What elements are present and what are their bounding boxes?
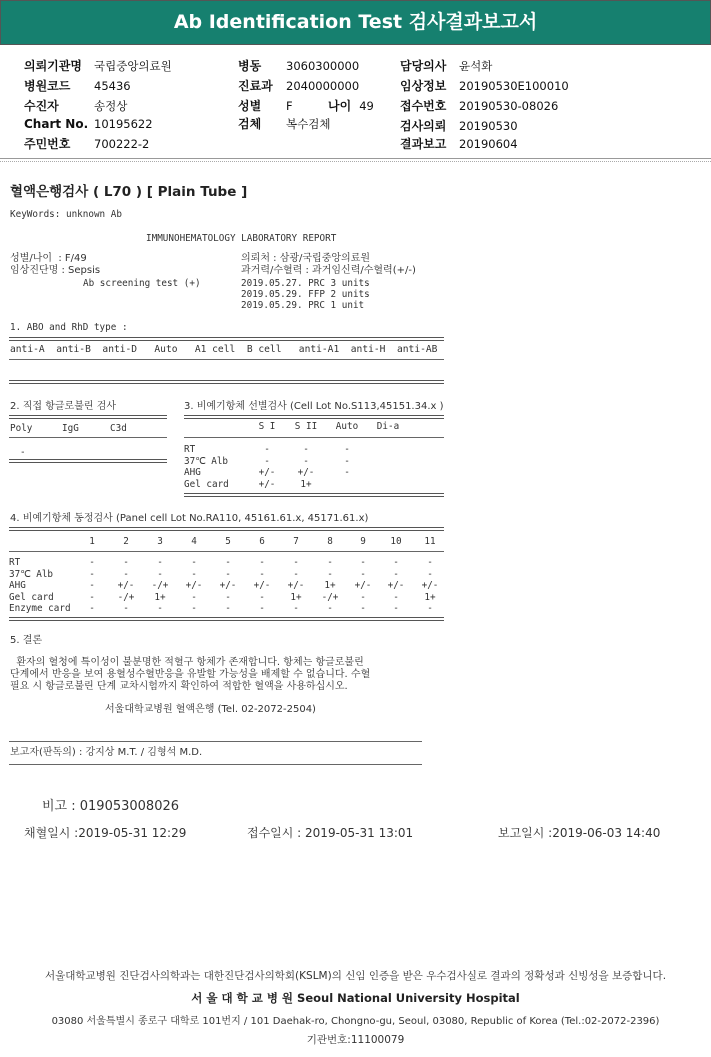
cell: - [344,444,350,455]
ident-header-row [9,536,447,548]
abo-columns: anti-A anti-B anti-D Auto A1 cell B cell anti-A1 anti-H anti-AB [10,344,438,355]
screen-col: Auto [335,421,359,432]
cell: - [293,568,299,580]
table-row [9,580,447,592]
header-label: 수진자 [24,99,59,113]
cell: - [157,568,163,580]
cell: - [191,591,197,603]
cell: - [303,444,309,455]
cell: - [157,557,163,568]
transfusion-3: 2019.05.29. PRC 1 unit [241,300,365,311]
cell: +/- [354,580,372,591]
header-label: 검사의뢰 [400,119,447,133]
cell: - [225,591,231,603]
table-row [184,456,408,468]
cell: - [360,557,366,568]
header-specimen [238,115,330,132]
cell: 1+ [290,591,302,603]
table-row [9,603,447,615]
sex-age: 성별/나이 : F/49 [10,253,87,264]
cell: +/- [117,580,135,591]
header-label: 검체 [238,117,262,131]
header-value: 복수검체 [286,117,331,131]
header-department [238,77,359,94]
header-id-no [24,135,149,152]
screen-title: 3. 비예기항체 선별검사 (Cell Lot No.S113,45151.34.x ) [184,401,444,412]
header-clinical-info [400,77,569,94]
header-chart-no [24,117,153,131]
header-value: 45436 [94,79,131,93]
cell: +/- [253,580,271,591]
header-value: 송정상 [94,99,128,113]
header-value: 윤석화 [459,59,493,73]
ident-col: 11 [424,536,436,547]
header-ward [238,57,359,74]
cell: - [89,557,95,568]
header-age [328,97,374,114]
cell [368,444,408,456]
dat-value: - [20,447,26,458]
cell: - [225,557,231,568]
report-title: Ab Identification Test 검사결과보고서 [0,0,711,45]
cell: +/- [297,467,315,478]
conclusion-title: 5. 결론 [10,635,43,646]
rule [9,437,167,438]
cell: - [89,591,95,603]
header-value: 10195622 [94,117,153,131]
rule [9,415,167,419]
received-datetime: 접수일시 : 2019-05-31 13:01 [247,826,414,840]
lab-report-title: IMMUNOHEMATOLOGY LABORATORY REPORT [146,233,337,244]
transfusion-2: 2019.05.29. FFP 2 units [241,289,370,300]
cell: +/- [185,580,203,591]
header-label: 접수번호 [400,99,447,113]
header-accession [400,97,558,114]
header-label: 담당의사 [400,59,447,73]
header-label: 성별 [238,99,262,113]
ident-results [9,557,447,615]
row-label: 37℃ Alb [184,455,229,467]
header-doctor [400,57,492,74]
ident-col: 1 [89,536,95,547]
screen-table [184,421,408,433]
ident-col: 4 [191,536,197,547]
header-value: 20190530 [459,119,518,133]
cell: +/- [258,467,276,478]
cell: -/+ [321,591,339,603]
row-label: Enzyme card [9,603,71,614]
cell: - [360,591,366,603]
dat-col-poly: Poly [10,423,33,434]
header-hospital-code [24,77,131,94]
cell: +/- [258,478,276,490]
cell: - [225,568,231,580]
abo-title: 1. ABO and RhD type : [10,322,128,333]
cell: - [393,568,399,580]
transfusion-history: 과거력/수혈력 : 과거임신력/수혈력(+/-) [241,265,416,276]
cell: - [89,568,95,580]
reported-datetime: 보고일시 :2019-06-03 14:40 [498,826,661,840]
header-label: 주민번호 [24,137,71,151]
cell: 1+ [154,591,166,603]
dat-col-c3d: C3d [110,423,127,434]
cell: - [393,591,399,603]
cell [368,456,408,468]
cell: - [264,444,270,455]
cell: - [393,603,399,614]
table-row [9,592,447,604]
cell: - [360,568,366,580]
ident-col: 7 [293,536,299,547]
reporter: 보고자(판독의) : 강지상 M.T. / 김형석 M.D. [10,747,203,758]
cell: 1+ [300,478,312,490]
header-divider [0,161,711,162]
hospital-address: 03080 서울특별시 종로구 대학로 101번지 / 101 Daehak-ro, Chongno-gu, Seoul, 03080, Republic of Korea (Tel.:02-2072-2396) [51,1016,660,1027]
cell: - [89,580,95,591]
rule [184,415,444,419]
cell: - [344,467,350,478]
cell: - [344,455,350,467]
header-value: 3060300000 [286,59,360,73]
referral: 의뢰처 : 삼광/국립중앙의료원 [241,253,371,264]
header-value: 20190530-08026 [459,99,559,113]
rule [9,741,422,742]
table-row [9,557,447,569]
cell: - [393,557,399,568]
cell: -/+ [117,591,135,603]
ident-col: 8 [327,536,333,547]
conclusion-line: 필요 시 항글로불린 단계 교차시험까지 확인하여 적합한 혈액을 사용하십시오. [10,681,348,692]
cell: - [303,455,309,467]
rule [184,437,444,438]
ident-col: 9 [360,536,366,547]
cell: - [327,603,333,614]
header-value: 700222-2 [94,137,150,151]
header-value: 49 [359,99,374,113]
section-title: 혈액은행검사 ( L70 ) [ Plain Tube ] [10,184,248,200]
header-report-date [400,135,518,152]
cell: - [427,603,433,614]
row-label: AHG [9,580,26,591]
header-value: 국립중앙의료원 [94,59,172,73]
blood-bank-contact: 서울대학교병원 혈액은행 (Tel. 02-2072-2504) [105,704,316,715]
rule [9,617,444,621]
ident-col: 6 [259,536,265,547]
cell: - [123,568,129,580]
cell: - [123,557,129,568]
table-row [9,569,447,581]
diagnosis-2: Ab screening test (+) [83,278,201,289]
cell: - [157,603,163,614]
cell [368,479,408,491]
rule [184,493,444,497]
screen-col: Di-a [376,421,400,432]
cell: - [259,603,265,614]
header-label: 병원코드 [24,79,71,93]
cell [368,467,408,479]
cell: - [259,591,265,603]
dat-title: 2. 직접 항글로불린 검사 [10,401,117,412]
cell: 1+ [324,580,336,591]
header-value: 2040000000 [286,79,360,93]
cell: +/- [219,580,237,591]
table-row [184,467,408,479]
institution-code: 기관번호:11100079 [306,1034,405,1046]
cell: - [327,568,333,580]
cell: - [360,603,366,614]
rule [9,764,422,765]
cell: - [264,455,270,467]
transfusion-1: 2019.05.27. PRC 3 units [241,278,370,289]
header-label: 병동 [238,59,262,73]
header-label: 나이 [328,99,352,113]
remark: 비고 : 019053008026 [42,799,180,814]
header-label: 결과보고 [400,137,447,151]
diagnosis: 임상진단명 : Sepsis [10,265,101,276]
cell: - [225,603,231,614]
table-row [184,479,408,491]
cell: - [191,603,197,614]
row-label: 37℃ Alb [9,568,54,580]
cell: +/- [287,580,305,591]
screen-col: S II [294,421,318,432]
cell: - [123,603,129,614]
header-label: 임상정보 [400,79,447,93]
rule [9,337,444,341]
keywords: KeyWords: unknown Ab [10,209,122,220]
row-label: Gel card [184,478,229,490]
cell: - [259,557,265,568]
header-sex [238,97,293,114]
hospital-name: 서 울 대 학 교 병 원 Seoul National University Hospital [191,991,520,1005]
rule [9,359,444,360]
row-label: Gel card [9,591,54,603]
header-request-date [400,117,518,134]
ident-col: 5 [225,536,231,547]
header-value: 20190530E100010 [459,79,569,93]
cell: - [191,557,197,568]
conclusion-line: 단계에서 반응을 보여 용혈성수혈반응을 유발할 가능성을 배제할 수 없습니다. 수혈 [10,669,371,680]
cell: - [259,568,265,580]
table-row [184,444,408,456]
conclusion-line: 환자의 혈청에 특이성이 불분명한 적혈구 항체가 존재합니다. 항체는 항글로불린 [10,657,364,668]
row-label: RT [9,557,21,568]
cell: - [427,557,433,568]
ident-header [9,536,447,548]
header-org [24,57,172,74]
row-label: AHG [184,467,201,478]
row-label: RT [184,444,196,455]
cell: +/- [421,580,439,591]
header-patient [24,97,127,114]
ident-col: 3 [157,536,163,547]
rule [9,380,444,384]
collected-datetime: 채혈일시 :2019-05-31 12:29 [24,826,187,840]
rule [9,527,444,531]
header-divider [0,158,711,159]
screen-col: S I [258,421,276,432]
cell: - [293,557,299,568]
cell: - [191,568,197,580]
rule [9,459,167,463]
ident-title: 4. 비예기항체 동정검사 (Panel cell Lot No.RA110, 45161.61.x, 45171.61.x) [10,513,369,524]
header-value: 20190604 [459,137,518,151]
dat-col-igg: IgG [62,423,79,434]
cell: +/- [387,580,405,591]
cell: - [427,568,433,580]
ident-col: 2 [123,536,129,547]
cell [326,479,368,491]
header-label: 진료과 [238,79,273,93]
cell: - [293,603,299,614]
cell: 1+ [424,591,436,603]
header-label: Chart No. [24,117,89,131]
header-value: F [286,99,293,113]
ident-col: 10 [390,536,402,547]
header-label: 의뢰기관명 [24,59,82,73]
screen-header-row [184,421,408,433]
cell: - [327,557,333,568]
cell: -/+ [151,580,169,591]
rule [9,551,444,552]
screen-results [184,444,408,490]
cell: - [89,603,95,614]
certification-note: 서울대학교병원 진단검사의학과는 대한진단검사의학회(KSLM)의 신임 인증을 받은 우수검사실로 결과의 정확성과 신빙성을 보증합니다. [44,970,667,982]
